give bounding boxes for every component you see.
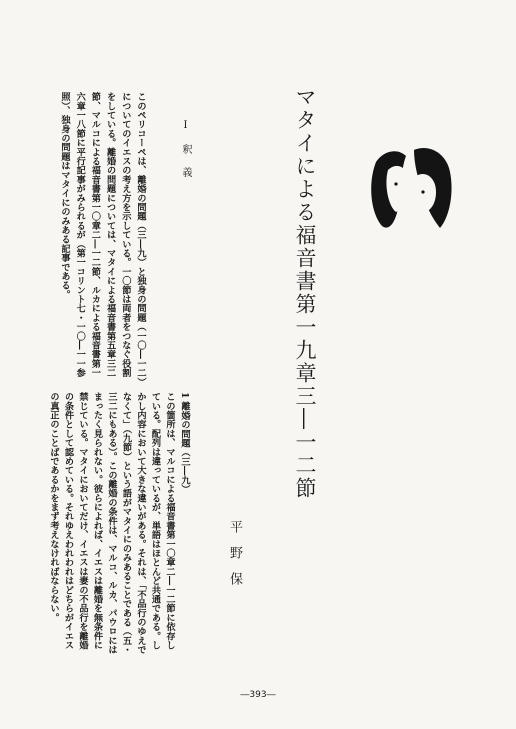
- page-number: ―393―: [240, 690, 276, 700]
- section-heading-exegesis: Ⅰ 釈 義: [180, 120, 191, 183]
- paragraph-lower: この箇所は、マルコによる福音書第一〇章二―一二節に依存している。配列は違っているが、単語はほとんど共通である。しかし内容において大きな違いがある。それは、「不品行のゆえでなくて」（九節）という語がマタイにのみあることである（五・三二にもある）。この離婚の条件は、マルコ、ルカ、パウロにはまったく見られない。彼らによれば、イエスは離婚を無条件に禁じている。マタイにおいてだけ、イエスは妻の不品行を離婚の条件として認めている。それゆえわれわれはどちらがイエスの真正のことばであるかをまず考えなければならない。: [48, 392, 175, 655]
- section-heading-divorce: 1 離婚の問題（三―九）: [179, 392, 190, 494]
- author-name: 平野保: [227, 520, 242, 598]
- chapter-title: マタイによる福音書第一九章三―一二節: [293, 86, 317, 500]
- paragraph-upper: このペリコーペは、離婚の問題（三―九）と独身の問題（一〇―一二）についてのイエスの考え方を示している。一〇節は両者をつなぐ役割をしている。離婚の問題については、マタイによる福音書第五章三二節、マルコによる福音書第一〇章二―一二節、ルカによる福音書第一六章一八節に平行記事がみられるが（第一コリント七・一〇―一一参照）、独身の問題はマタイにのみある記事である。: [58, 92, 146, 382]
- illustration: [366, 142, 454, 232]
